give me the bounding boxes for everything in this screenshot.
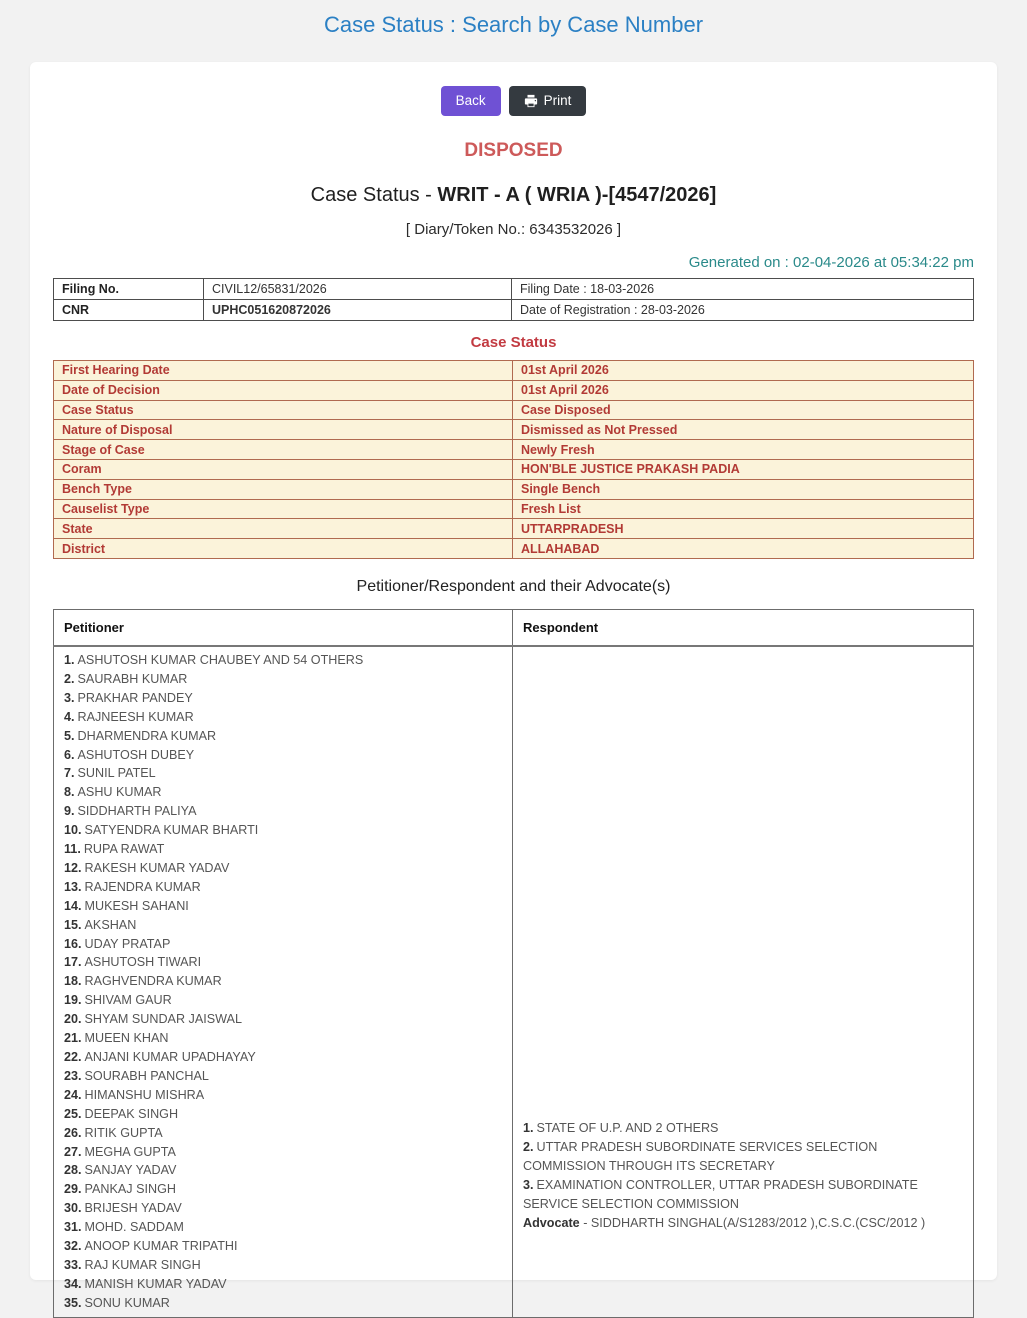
petitioner-name: ASHUTOSH DUBEY — [77, 747, 195, 762]
parties-body-row — [54, 646, 974, 1317]
petitioner-number: 6. — [64, 747, 75, 762]
petitioner-number: 2. — [64, 671, 75, 686]
petitioner-name: DEEPAK SINGH — [84, 1106, 179, 1121]
filing-no-value: CIVIL12/65831/2026 — [204, 279, 512, 300]
petitioner-name: SAURABH KUMAR — [77, 671, 188, 686]
filing-date: Filing Date : 18-03-2026 — [512, 279, 974, 300]
page-title: Case Status : Search by Case Number — [323, 12, 704, 37]
petitioner-item — [64, 935, 502, 954]
advocate-line — [523, 1214, 963, 1233]
petitioner-item — [64, 1237, 502, 1256]
petitioner-name: RAGHVENDRA KUMAR — [84, 974, 222, 989]
petitioner-item — [64, 1048, 502, 1067]
petitioner-item — [64, 783, 502, 802]
petitioner-name: MUEEN KHAN — [84, 1031, 169, 1046]
case-status-row — [54, 539, 974, 559]
case-status-row — [54, 499, 974, 519]
petitioner-name: SUNIL PATEL — [77, 766, 156, 781]
petitioner-item — [64, 802, 502, 821]
parties-heading: Petitioner/Respondent and their Advocate(s) — [356, 577, 671, 595]
petitioner-item — [64, 1294, 502, 1313]
petitioner-item — [64, 1067, 502, 1086]
case-status-row-label: Bench Type — [54, 479, 513, 499]
petitioner-name: SATYENDRA KUMAR BHARTI — [84, 823, 259, 838]
case-title — [53, 184, 974, 207]
petitioner-number: 7. — [64, 766, 75, 781]
petitioner-number: 13. — [64, 879, 82, 894]
petitioner-item — [64, 1086, 502, 1105]
petitioner-number: 17. — [64, 955, 82, 970]
advocate-label: Advocate — [523, 1215, 580, 1230]
case-status-row-value: Fresh List — [513, 499, 974, 519]
petitioner-item — [64, 1010, 502, 1029]
case-status-row-label: Causelist Type — [54, 499, 513, 519]
cnr-label: CNR — [54, 300, 204, 321]
petitioner-number: 14. — [64, 898, 82, 913]
respondent-number: 2. — [523, 1139, 534, 1154]
petitioner-item — [64, 1199, 502, 1218]
respondent-column-header: Respondent — [513, 609, 974, 646]
petitioner-item — [64, 1124, 502, 1143]
petitioner-number: 28. — [64, 1163, 82, 1178]
petitioner-item — [64, 651, 502, 670]
petitioner-item — [64, 1029, 502, 1048]
printer-icon — [524, 94, 538, 108]
parties-table — [53, 609, 974, 1318]
cnr-row — [54, 300, 974, 321]
petitioner-number: 21. — [64, 1031, 82, 1046]
back-button[interactable]: Back — [441, 86, 501, 116]
petitioner-number: 12. — [64, 860, 82, 875]
petitioner-name: RAJNEESH KUMAR — [77, 709, 194, 724]
respondent-cell — [513, 646, 974, 1317]
case-status-row — [54, 361, 974, 381]
case-status-row-label: State — [54, 519, 513, 539]
petitioner-name: MANISH KUMAR YADAV — [84, 1276, 227, 1291]
petitioner-number: 20. — [64, 1012, 82, 1027]
petitioner-name: SANJAY YADAV — [84, 1163, 177, 1178]
petitioner-number: 26. — [64, 1125, 82, 1140]
petitioner-name: MOHD. SADDAM — [84, 1220, 184, 1235]
respondent-item — [523, 1176, 963, 1214]
petitioner-name: SHIVAM GAUR — [84, 993, 172, 1008]
case-status-row — [54, 400, 974, 420]
case-status-row-value: Dismissed as Not Pressed — [513, 420, 974, 440]
print-button[interactable] — [509, 86, 587, 116]
respondent-name: UTTAR PRADESH SUBORDINATE SERVICES SELECTION COMMISSION THROUGH ITS SECRETARY — [523, 1139, 878, 1173]
toolbar — [53, 86, 974, 116]
petitioner-number: 33. — [64, 1257, 82, 1272]
petitioner-name: MEGHA GUPTA — [84, 1144, 176, 1159]
petitioner-number: 18. — [64, 974, 82, 989]
petitioner-name: AKSHAN — [84, 917, 137, 932]
petitioner-name: RITIK GUPTA — [84, 1125, 163, 1140]
filing-no-label: Filing No. — [54, 279, 204, 300]
petitioner-item — [64, 1105, 502, 1124]
case-status-row-value: ALLAHABAD — [513, 539, 974, 559]
print-button-label: Print — [543, 93, 572, 109]
case-status-row-label: Case Status — [54, 400, 513, 420]
petitioner-number: 1. — [64, 652, 75, 667]
petitioner-name: PRAKHAR PANDEY — [77, 690, 193, 705]
petitioner-name: ANJANI KUMAR UPADHAYAY — [84, 1050, 256, 1064]
status-banner: DISPOSED — [464, 140, 563, 161]
petitioner-item — [64, 1143, 502, 1162]
advocate-value: - SIDDHARTH SINGHAL(A/S1283/2012 ),C.S.C.(CSC/2012 ) — [579, 1215, 926, 1230]
petitioner-item — [64, 897, 502, 916]
petitioner-item — [64, 953, 502, 972]
case-status-row-label: Stage of Case — [54, 440, 513, 460]
petitioner-number: 10. — [64, 823, 82, 838]
petitioner-item — [64, 670, 502, 689]
petitioner-number: 27. — [64, 1144, 82, 1159]
petitioner-name: PANKAJ SINGH — [84, 1182, 176, 1197]
petitioner-item — [64, 1256, 502, 1275]
petitioner-name: RAKESH KUMAR YADAV — [84, 860, 230, 875]
petitioner-name: ASHU KUMAR — [77, 785, 162, 800]
petitioner-item — [64, 708, 502, 727]
case-status-row-value: Newly Fresh — [513, 440, 974, 460]
petitioner-column-header: Petitioner — [54, 609, 513, 646]
respondent-number: 3. — [523, 1177, 534, 1192]
case-status-row-value: HON'BLE JUSTICE PRAKASH PADIA — [513, 459, 974, 479]
case-status-row-value: 01st April 2026 — [513, 361, 974, 381]
case-status-row — [54, 479, 974, 499]
petitioner-item — [64, 821, 502, 840]
case-title-prefix: Case Status - — [310, 184, 438, 206]
case-status-row-label: Date of Decision — [54, 380, 513, 400]
case-status-row-label: First Hearing Date — [54, 361, 513, 381]
petitioner-item — [64, 878, 502, 897]
case-title-number: WRIT - A ( WRIA )-[4547/2026] — [437, 184, 717, 206]
petitioner-name: BRIJESH YADAV — [84, 1201, 182, 1216]
petitioner-name: RAJ KUMAR SINGH — [84, 1257, 201, 1272]
case-status-row — [54, 459, 974, 479]
petitioner-number: 22. — [64, 1050, 82, 1064]
petitioner-item — [64, 764, 502, 783]
case-status-row — [54, 440, 974, 460]
cnr-value: UPHC051620872026 — [204, 300, 512, 321]
petitioner-name: SHYAM SUNDAR JAISWAL — [84, 1012, 242, 1027]
respondent-name: STATE OF U.P. AND 2 OTHERS — [536, 1120, 719, 1135]
petitioner-name: ANOOP KUMAR TRIPATHI — [84, 1239, 238, 1254]
petitioner-number: 3. — [64, 690, 75, 705]
petitioner-number: 24. — [64, 1087, 82, 1102]
respondent-name: EXAMINATION CONTROLLER, UTTAR PRADESH SUBORDINATE SERVICE SELECTION COMMISSION — [523, 1177, 918, 1211]
petitioner-name: SOURABH PANCHAL — [84, 1068, 209, 1083]
case-status-heading: Case Status — [470, 334, 557, 351]
petitioner-name: DHARMENDRA KUMAR — [77, 728, 217, 743]
respondent-item — [523, 1138, 963, 1176]
filing-row — [54, 279, 974, 300]
petitioner-item — [64, 1275, 502, 1294]
petitioner-name: ASHUTOSH TIWARI — [84, 955, 202, 970]
respondent-number: 1. — [523, 1120, 534, 1135]
case-status-row-value: Case Disposed — [513, 400, 974, 420]
petitioner-name: RAJENDRA KUMAR — [84, 879, 201, 894]
filing-table — [53, 278, 974, 321]
petitioner-item — [64, 916, 502, 935]
case-status-row-value: UTTARPRADESH — [513, 519, 974, 539]
respondent-block — [523, 1119, 963, 1232]
petitioner-number: 31. — [64, 1220, 82, 1235]
petitioner-number: 30. — [64, 1201, 82, 1216]
petitioner-number: 19. — [64, 993, 82, 1008]
petitioner-number: 11. — [64, 842, 81, 857]
petitioner-name: HIMANSHU MISHRA — [84, 1087, 205, 1102]
case-status-row — [54, 420, 974, 440]
petitioner-item — [64, 972, 502, 991]
parties-header-row — [54, 609, 974, 646]
petitioner-name: UDAY PRATAP — [84, 936, 171, 951]
case-status-table — [53, 360, 974, 559]
petitioner-name: ASHUTOSH KUMAR CHAUBEY AND 54 OTHERS — [77, 652, 364, 667]
petitioner-name: MUKESH SAHANI — [84, 898, 189, 913]
petitioner-item — [64, 746, 502, 765]
petitioner-name: SONU KUMAR — [84, 1295, 170, 1310]
registration-date: Date of Registration : 28-03-2026 — [512, 300, 974, 321]
petitioner-number: 23. — [64, 1068, 82, 1083]
petitioner-cell — [54, 646, 513, 1317]
petitioner-name: SIDDHARTH PALIYA — [77, 804, 197, 819]
respondent-item — [523, 1119, 963, 1138]
petitioner-number: 16. — [64, 936, 82, 951]
petitioner-number: 35. — [64, 1295, 82, 1310]
petitioner-item — [64, 859, 502, 878]
petitioner-item — [64, 727, 502, 746]
diary-token: [ Diary/Token No.: 6343532026 ] — [405, 221, 622, 238]
case-status-row-value: 01st April 2026 — [513, 380, 974, 400]
case-status-row-label: Coram — [54, 459, 513, 479]
case-status-row-label: Nature of Disposal — [54, 420, 513, 440]
petitioner-item — [64, 840, 502, 859]
case-status-row — [54, 519, 974, 539]
petitioner-number: 34. — [64, 1276, 82, 1291]
petitioner-number: 15. — [64, 917, 82, 932]
petitioner-item — [64, 991, 502, 1010]
petitioner-number: 4. — [64, 709, 75, 724]
petitioner-name: RUPA RAWAT — [83, 842, 165, 857]
petitioner-number: 29. — [64, 1182, 82, 1197]
petitioner-number: 8. — [64, 785, 75, 800]
case-status-row — [54, 380, 974, 400]
petitioner-number: 5. — [64, 728, 75, 743]
generated-on: Generated on : 02-04-2026 at 05:34:22 pm — [688, 254, 974, 271]
petitioner-item — [64, 1161, 502, 1180]
petitioner-number: 32. — [64, 1239, 82, 1254]
case-status-row-value: Single Bench — [513, 479, 974, 499]
petitioner-item — [64, 1180, 502, 1199]
petitioner-number: 9. — [64, 804, 75, 819]
case-status-row-label: District — [54, 539, 513, 559]
case-status-card — [30, 62, 997, 1310]
petitioner-item — [64, 689, 502, 708]
petitioner-number: 25. — [64, 1106, 82, 1121]
petitioner-item — [64, 1218, 502, 1237]
